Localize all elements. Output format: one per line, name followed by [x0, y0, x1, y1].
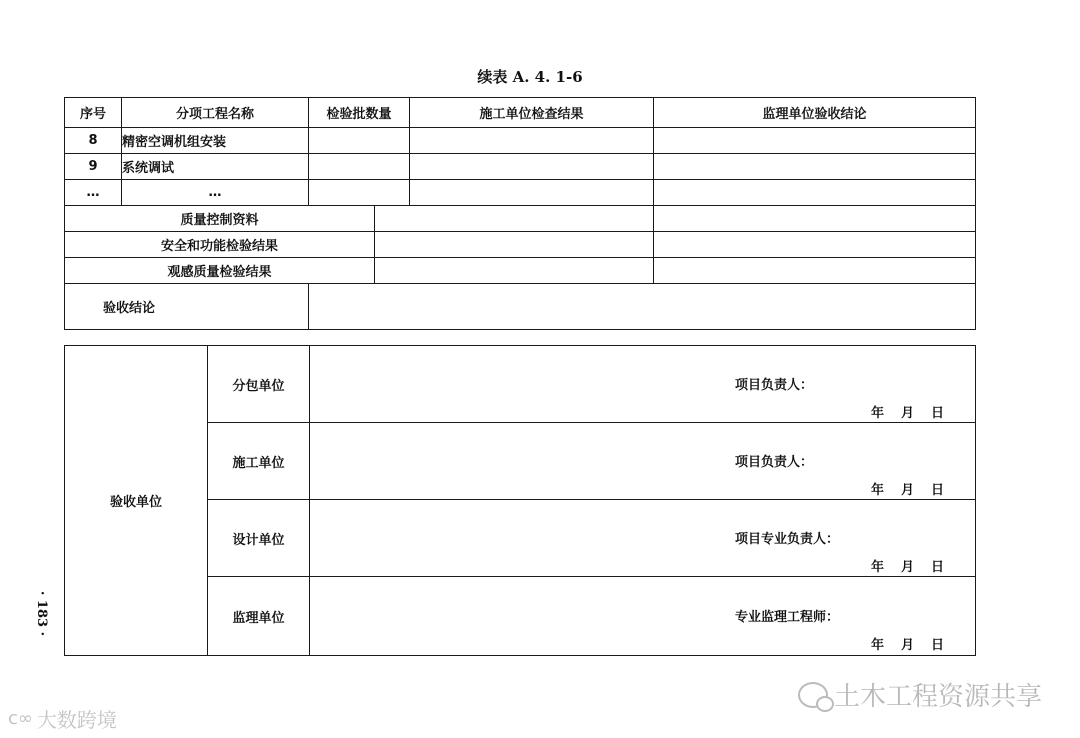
summary-label-appearance-quality: 观感质量检验结果	[65, 258, 375, 284]
watermark-text: 土木工程资源共享	[834, 682, 1043, 712]
row-batch-count-cell	[309, 128, 410, 154]
signatory-label: 项目专业负责人：	[735, 532, 840, 547]
summary-supervisor-cell	[654, 232, 976, 258]
unit-sign-cell	[310, 346, 976, 423]
unit-sign-cell	[310, 500, 976, 577]
summary-row	[65, 232, 976, 258]
summary-contractor-cell	[375, 232, 654, 258]
date-line: 年 月 日	[870, 406, 945, 421]
signatory-label: 项目负责人：	[735, 455, 814, 470]
acceptance-conclusion-cell	[309, 284, 976, 330]
acceptance-conclusion-label: 验收结论	[65, 284, 309, 330]
row-supervisor-conclusion-cell	[654, 128, 976, 154]
row-batch-count-cell	[309, 154, 410, 180]
row-supervisor-conclusion-cell	[654, 154, 976, 180]
row-subitem-name: 精密空调机组安装	[122, 128, 309, 154]
row-subitem-name: 系统调试	[122, 154, 309, 180]
header-seq: 序号	[65, 98, 122, 128]
summary-label-quality-records: 质量控制资料	[65, 206, 375, 232]
unit-name-supervisor: 监理单位	[208, 577, 310, 656]
row-supervisor-conclusion-cell	[654, 180, 976, 206]
header-row	[65, 98, 976, 128]
acceptance-conclusion-row	[65, 284, 976, 330]
row-seq: …	[65, 180, 122, 206]
summary-contractor-cell	[375, 206, 654, 232]
summary-label-safety-function: 安全和功能检验结果	[65, 232, 375, 258]
page-number: · 183 ·	[34, 590, 50, 636]
unit-name-subcontractor: 分包单位	[208, 346, 310, 423]
summary-supervisor-cell	[654, 206, 976, 232]
header-supervisor-conclusion: 监理单位验收结论	[654, 98, 976, 128]
acceptance-units-table	[64, 345, 976, 656]
summary-contractor-cell	[375, 258, 654, 284]
brand-logo-icon: ᴄ∞	[8, 708, 33, 729]
date-line: 年 月 日	[870, 638, 945, 653]
wechat-icon	[798, 682, 828, 708]
header-contractor-result: 施工单位检查结果	[410, 98, 654, 128]
acceptance-form-table	[64, 97, 976, 330]
acceptance-units-label: 验收单位	[65, 346, 208, 656]
summary-row	[65, 258, 976, 284]
date-line: 年 月 日	[870, 483, 945, 498]
row-seq: 9	[65, 154, 122, 180]
watermark-brand-text: 大数跨境	[36, 708, 117, 732]
unit-sign-cell	[310, 577, 976, 656]
row-batch-count-cell	[309, 180, 410, 206]
row-seq: 8	[65, 128, 122, 154]
watermark-brand	[8, 704, 117, 733]
header-subitem-name: 分项工程名称	[122, 98, 309, 128]
unit-row	[65, 346, 976, 423]
summary-row	[65, 206, 976, 232]
table-row	[65, 180, 976, 206]
table-row	[65, 128, 976, 154]
summary-supervisor-cell	[654, 258, 976, 284]
row-subitem-name: …	[122, 180, 309, 206]
table-title: 续表 A. 4. 1-6	[477, 68, 583, 86]
watermark-wechat	[798, 676, 1042, 713]
signatory-label: 项目负责人：	[735, 378, 814, 393]
table-row	[65, 154, 976, 180]
unit-sign-cell	[310, 423, 976, 500]
unit-name-designer: 设计单位	[208, 500, 310, 577]
header-batch-count: 检验批数量	[309, 98, 410, 128]
row-contractor-result-cell	[410, 154, 654, 180]
date-line: 年 月 日	[870, 560, 945, 575]
unit-name-contractor: 施工单位	[208, 423, 310, 500]
signatory-label: 专业监理工程师：	[735, 610, 840, 625]
row-contractor-result-cell	[410, 128, 654, 154]
row-contractor-result-cell	[410, 180, 654, 206]
